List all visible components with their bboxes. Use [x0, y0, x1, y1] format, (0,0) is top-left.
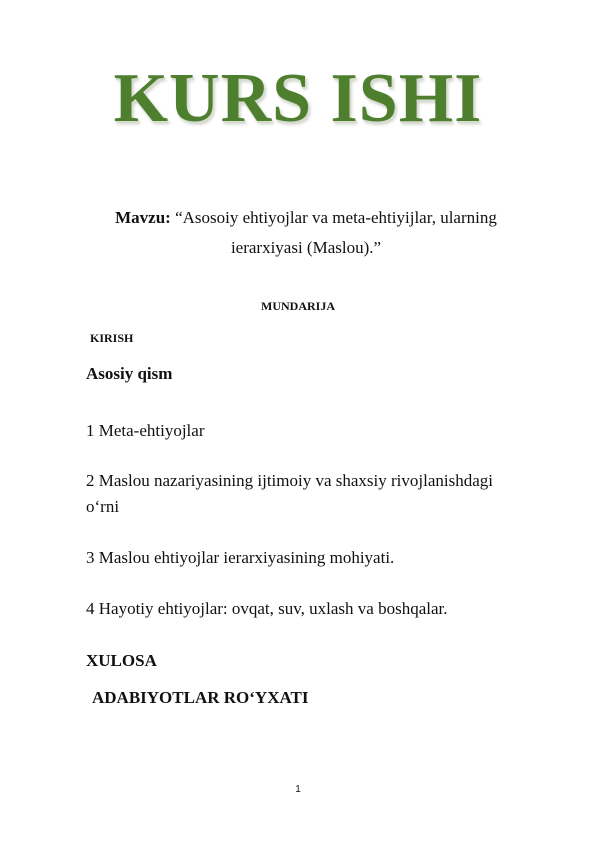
toc-heading: MUNDARIJA — [261, 299, 335, 313]
topic-text-1: “Asosoiy ehtiyojlar va meta-ehtiyijlar, ularning — [175, 208, 497, 227]
document-title: KURS ISHI — [113, 60, 483, 137]
toc-item-2: 2 Maslou nazariyasining ijtimoiy va shaxsiy rivojlanishdagi — [86, 471, 493, 490]
toc-references: ADABIYOTLAR RO‘YXATI — [92, 688, 309, 707]
toc-item-4: 4 Hayotiy ehtiyojlar: ovqat, suv, uxlash va boshqalar. — [86, 599, 448, 618]
toc-item-2-cont: o‘rni — [86, 497, 120, 516]
toc-conclusion: XULOSA — [86, 651, 157, 670]
toc-item-3: 3 Maslou ehtiyojlar ierarxiyasining mohiyati. — [86, 548, 395, 567]
page-number: 1 — [295, 784, 301, 795]
toc-main-part: Asosiy qism — [86, 364, 173, 383]
toc-intro: KIRISH — [90, 331, 134, 345]
topic-label: Mavzu: — [115, 208, 171, 227]
topic-line-2: ierarxiyasi (Maslou).” — [230, 238, 382, 257]
toc-item-1: 1 Meta-ehtiyojlar — [86, 421, 205, 440]
topic-line-1 — [86, 203, 526, 233]
